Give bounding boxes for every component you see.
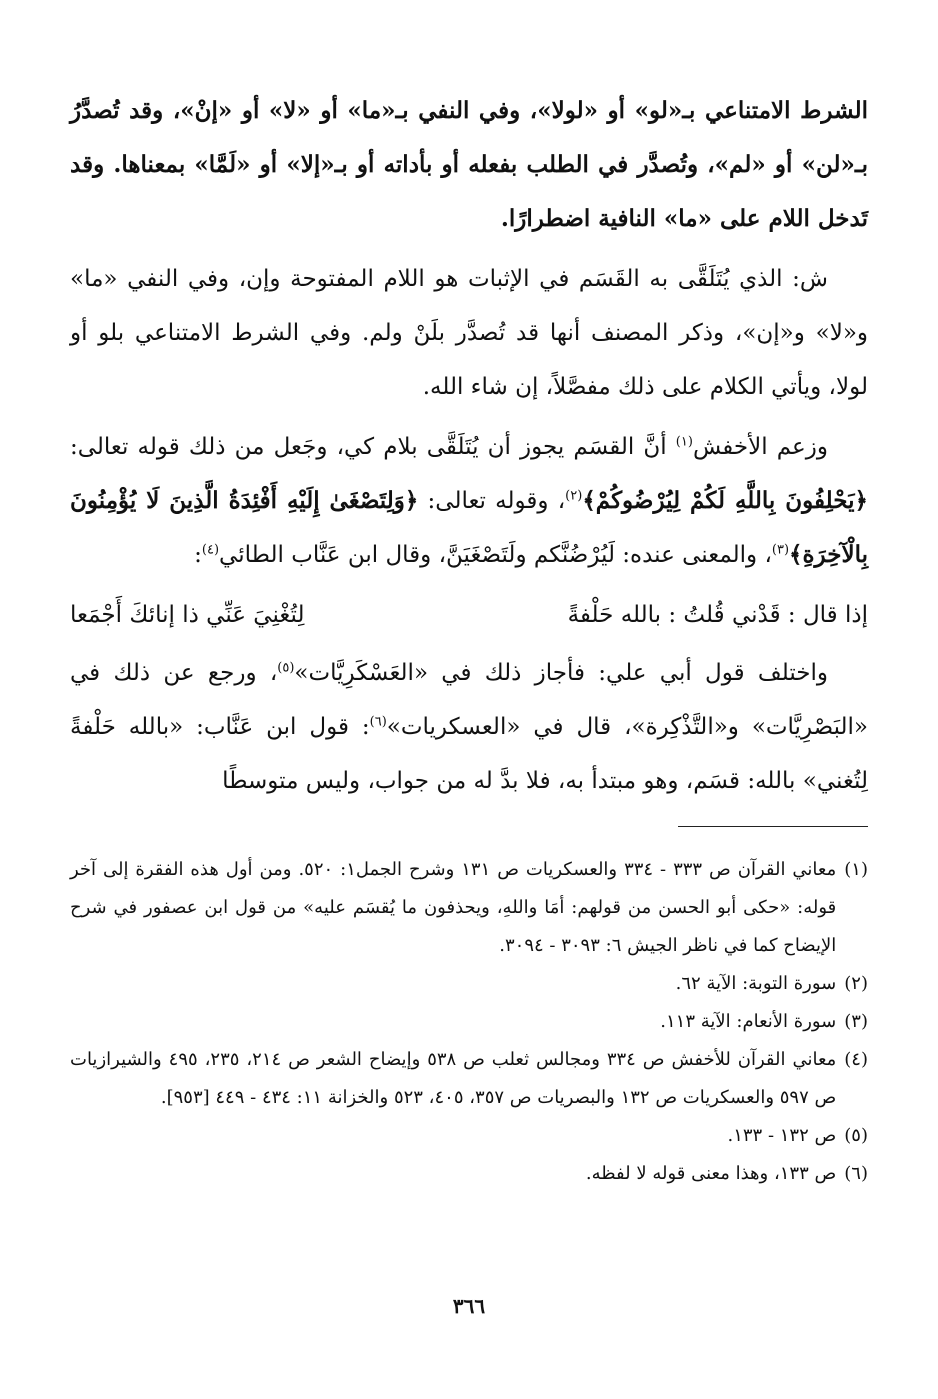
footnote-item: [70, 1003, 868, 1041]
verse-first-hemistich: إذا قال : قَدْني قُلتُ : بالله حَلْفةً: [567, 602, 868, 628]
akhfash-paragraph: [70, 420, 868, 582]
footnote-number: (٢): [844, 973, 868, 994]
quran-verse: ﴿وَلِتَصْغَىٰ إِلَيْهِ أَفْئِدَةُ الَّذِينَ لَا يُؤْمِنُونَ بِالْآخِرَةِ﴾: [70, 487, 868, 568]
poetry-verse: [70, 588, 868, 642]
text-segment: ، وقوله تعالى:: [418, 488, 566, 514]
footnote-item: [70, 1041, 868, 1117]
main-text: [70, 84, 868, 808]
footnote-text: سورة التوبة: الآية ٦٢.: [675, 973, 837, 994]
footnote-number: (١): [844, 859, 868, 880]
footnote-item: [70, 965, 868, 1003]
text-segment: : قول ابن عَنَّاب: «بالله حَلْفةً لِتُغني» بالله: قسَم، وهو مبتدأ به، فلا بدَّ له من جواب، وليس متوسطًا: [70, 714, 868, 794]
footnote-ref[interactable]: (٦): [369, 714, 387, 730]
text-segment: واختلف قول أبي علي: فأجاز ذلك في «العَسْكَرِيَّات»: [294, 660, 829, 686]
matn-paragraph: [70, 84, 868, 246]
text-segment: وزعم الأخفش: [692, 434, 828, 460]
footnote-item: [70, 851, 868, 965]
footnote-item: [70, 1155, 868, 1193]
text-segment: ، والمعنى عنده: لَيُرْضُنَّكم ولَتَصْغَيَنَّ، وقال ابن عَنَّاب الطائي: [219, 542, 772, 568]
footnote-text: سورة الأنعام: الآية ١١٣.: [660, 1011, 837, 1032]
page-number: ٣٦٦: [452, 1294, 486, 1318]
footnote-number: (٥): [844, 1125, 868, 1146]
footnote-number: (٦): [844, 1163, 868, 1184]
footnote-text: ص ١٣٢ - ١٣٣.: [727, 1125, 837, 1146]
sharh-paragraph: [70, 252, 868, 414]
footnote-number: (٣): [844, 1011, 868, 1032]
footnote-item: [70, 1117, 868, 1155]
text-segment: أنَّ القسَم يجوز أن يُتَلَقَّى بلام كي، وجَعل من ذلك قوله تعالى:: [70, 434, 676, 460]
sharh-text: ش: الذي يُتَلَقَّى به القَسَم في الإثبات هو اللام المفتوحة وإن، وفي النفي «ما» و«لا» و«إن»، وذكر المصنف أنها قد تُصدَّر بلَنْ ولم. وفي الشرط الامتناعي بلو أو لولا، ويأتي الكلام على ذلك مفصَّلاً، إن شاء الله.: [70, 266, 868, 400]
text-segment: :: [194, 542, 202, 568]
footnote-text: معاني القرآن ص ٣٣٣ - ٣٣٤ والعسكريات ص ١٣١ وشرح الجمل١: ٥٢٠. ومن أول هذه الفقرة إلى آخر قوله: «حكى أبو الحسن من قولهم: أمَا واللهِ، ويحذفون ما يُقسَم عليه» من قول ابن عصفور في شرح الإيضاح كما في ناظر الجيش ٦: ٣٠٩٣ - ٣٠٩٤.: [70, 859, 837, 956]
verse-second-hemistich: لِتُغْنِيَ عَنِّي ذا إنائكَ أَجْمَعا: [70, 602, 305, 628]
footnote-ref[interactable]: (٢): [565, 488, 583, 504]
footnote-ref[interactable]: (١): [675, 434, 693, 450]
footnote-ref[interactable]: (٥): [277, 660, 295, 676]
footnote-text: ص ١٣٣، وهذا معنى قوله لا لفظه.: [585, 1163, 837, 1184]
quran-verse: ﴿يَحْلِفُونَ بِاللَّهِ لَكُمْ لِيُرْضُوكُمْ﴾: [582, 487, 868, 514]
abu-ali-paragraph: [70, 646, 868, 808]
text-segment: ، ورجع عن ذلك في «البَصْرِيَّات» و«التَّذْكِرة»، قال في «العسكريات»: [70, 660, 869, 740]
footnote-text: معاني القرآن للأخفش ص ٣٣٤ ومجالس ثعلب ص ٥٣٨ وإيضاح الشعر ص ٢١٤، ٢٣٥، ٤٩٥ والشيرازيات ص ٥٩٧ والعسكريات ص ١٣٢ والبصريات ص ٣٥٧، ٤٠٥، ٥٢٣ والخزانة ١١: ٤٣٤ - ٤٤٩ [٩٥٣].: [70, 1049, 837, 1108]
matn-text: الشرط الامتناعي بـ«لو» أو «لولا»، وفي النفي بـ«ما» أو «لا» أو «إنْ»، وقد تُصدَّرُ بـ«لن» أو «لم»، وتُصدَّر في الطلب بفعله أو بأداته أو بـ«إلا» أو «لَمَّا» بمعناها. وقد تَدخل اللام على «ما» النافية اضطرارًا.: [70, 97, 868, 232]
footnote-number: (٤): [844, 1049, 868, 1070]
footnote-ref[interactable]: (٣): [771, 542, 790, 558]
footnote-separator: [678, 826, 868, 827]
footnotes-section: [70, 851, 868, 1193]
footnote-ref[interactable]: (٤): [201, 542, 220, 558]
